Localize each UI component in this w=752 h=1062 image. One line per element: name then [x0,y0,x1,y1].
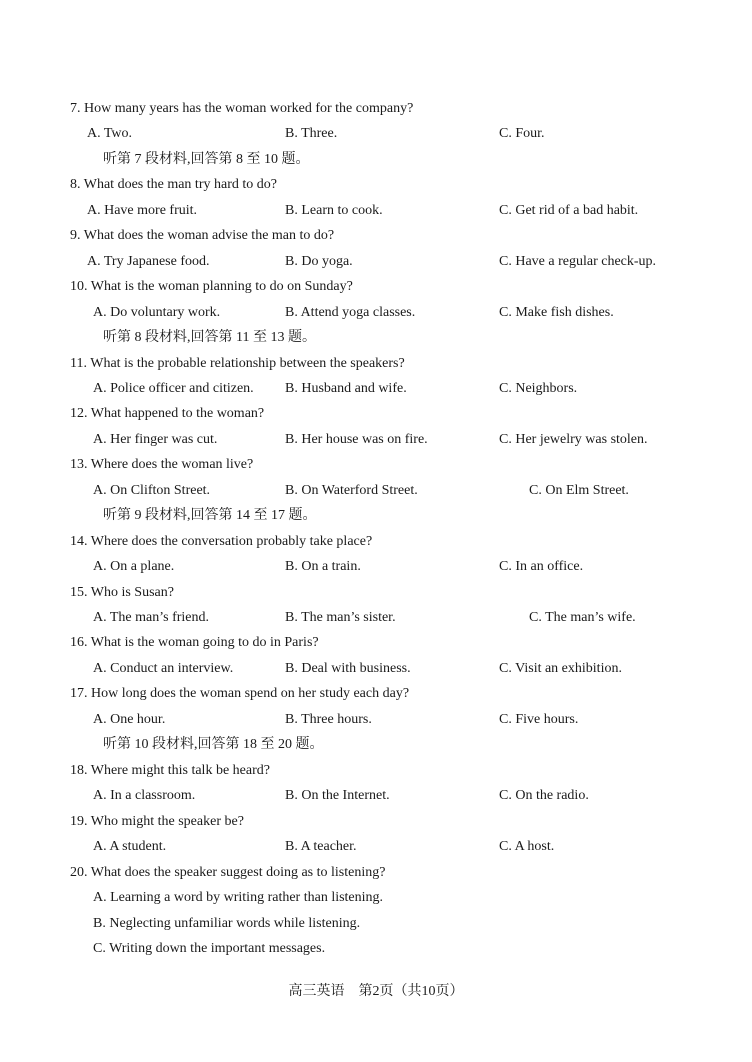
option-20c: C. Writing down the important messages. [93,941,326,956]
option-8b: B. Learn to cook. [285,203,383,218]
option-9a: A. Try Japanese food. [87,254,210,269]
section-instruction-8: 听第 8 段材料,回答第 11 至 13 题。 [103,330,316,345]
question-17: 17. How long does the woman spend on her study each day? [70,686,410,701]
option-9c: C. Have a regular check-up. [499,254,657,269]
question-15: 15. Who is Susan? [70,585,174,600]
option-18c: C. On the radio. [499,788,589,803]
option-20b: B. Neglecting unfamiliar words while listening. [93,916,361,931]
option-14b: B. On a train. [285,559,361,574]
option-10a: A. Do voluntary work. [93,305,221,320]
option-10c: C. Make fish dishes. [499,305,614,320]
option-11c: C. Neighbors. [499,381,578,396]
option-19a: A. A student. [93,839,167,854]
section-instruction-9: 听第 9 段材料,回答第 14 至 17 题。 [103,508,317,523]
option-11a: A. Police officer and citizen. [93,381,254,396]
question-14: 14. Where does the conversation probably take place? [70,534,373,549]
option-11b: B. Husband and wife. [285,381,407,396]
question-7: 7. How many years has the woman worked for the company? [70,101,414,116]
option-17b: B. Three hours. [285,712,372,727]
option-17a: A. One hour. [93,712,166,727]
option-16b: B. Deal with business. [285,661,411,676]
option-12c: C. Her jewelry was stolen. [499,432,648,447]
page-footer: 高三英语 第2页（共10页） [288,984,464,999]
question-11: 11. What is the probable relationship between the speakers? [70,356,405,371]
option-10b: B. Attend yoga classes. [285,305,416,320]
option-14c: C. In an office. [499,559,584,574]
option-13a: A. On Clifton Street. [93,483,211,498]
option-12b: B. Her house was on fire. [285,432,428,447]
section-instruction-10: 听第 10 段材料,回答第 18 至 20 题。 [103,737,324,752]
option-16a: A. Conduct an interview. [93,661,234,676]
option-18a: A. In a classroom. [93,788,196,803]
question-8: 8. What does the man try hard to do? [70,177,277,192]
option-14a: A. On a plane. [93,559,175,574]
option-13b: B. On Waterford Street. [285,483,418,498]
option-7b: B. Three. [285,126,338,141]
option-12a: A. Her finger was cut. [93,432,218,447]
question-12: 12. What happened to the woman? [70,406,265,421]
option-15b: B. The man’s sister. [285,610,396,625]
question-18: 18. Where might this talk be heard? [70,763,270,778]
option-13c: C. On Elm Street. [529,483,629,498]
question-19: 19. Who might the speaker be? [70,814,244,829]
option-17c: C. Five hours. [499,712,579,727]
option-16c: C. Visit an exhibition. [499,661,622,676]
option-19c: C. A host. [499,839,555,854]
section-instruction-7: 听第 7 段材料,回答第 8 至 10 题。 [103,152,310,167]
question-10: 10. What is the woman planning to do on Sunday? [70,279,353,294]
question-20: 20. What does the speaker suggest doing as to listening? [70,865,386,880]
question-9: 9. What does the woman advise the man to do? [70,228,335,243]
option-9b: B. Do yoga. [285,254,353,269]
option-15a: A. The man’s friend. [93,610,209,625]
option-18b: B. On the Internet. [285,788,390,803]
option-15c: C. The man’s wife. [529,610,636,625]
question-13: 13. Where does the woman live? [70,457,254,472]
option-7c: C. Four. [499,126,545,141]
option-8a: A. Have more fruit. [87,203,198,218]
option-8c: C. Get rid of a bad habit. [499,203,639,218]
question-16: 16. What is the woman going to do in Paris? [70,635,319,650]
option-19b: B. A teacher. [285,839,357,854]
option-20a: A. Learning a word by writing rather than listening. [93,890,384,905]
option-7a: A. Two. [87,126,133,141]
